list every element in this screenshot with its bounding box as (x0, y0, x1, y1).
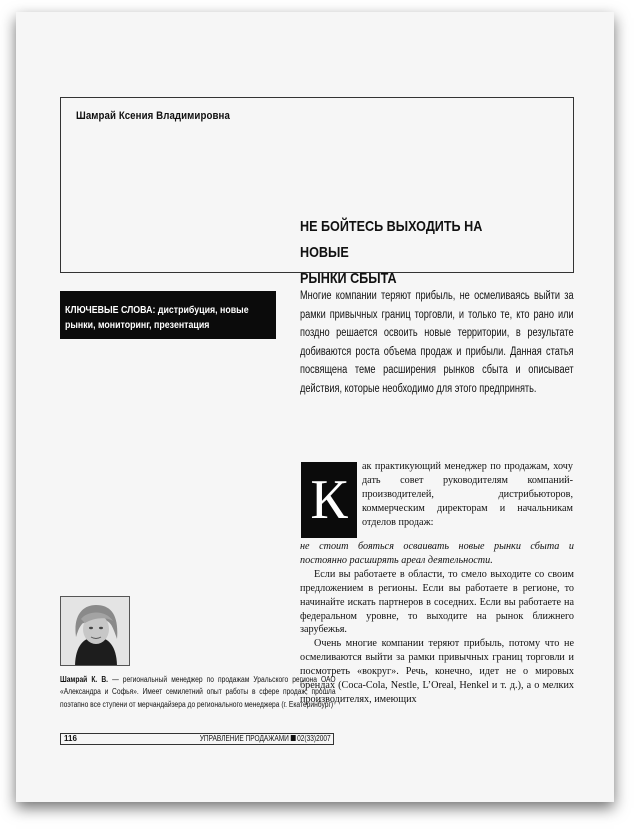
keywords-box (60, 291, 276, 339)
article-abstract: Многие компании теряют прибыль, не осмеливаясь выйти за рамки привычных границ торговли, и только те, кто рано или поздно решается освоить новые территории, в результате добиваются роста объема продаж и прибыли. Данная статья посвящена теме расширения рынков сбыта и описывает действия, которые необходимо для этого предпринять. (300, 290, 574, 395)
journal-issue: 02(33)2007 (297, 734, 331, 743)
square-bullet-icon (291, 735, 296, 741)
author-name: Шамрай Ксения Владимировна (76, 110, 230, 122)
page-number: 116 (64, 734, 77, 743)
bio-name: Шамрай К. В. (60, 675, 109, 684)
body-column (300, 540, 574, 707)
author-portrait-icon (61, 597, 130, 666)
keywords-text: КЛЮЧЕВЫЕ СЛОВА: дистрибуция, новые рынки, мониторинг, презентация (65, 304, 249, 331)
article-title-line-1: НЕ БОЙТЕСЬ ВЫХОДИТЬ НА НОВЫЕ (300, 218, 483, 261)
bio-text: — региональный менеджер по продажам Уральского региона ОАО «Александра и Софья». Имеет семилетний опыт работы в сфере продаж, прошла поэтапно все ступени от мерчандайзера до регионального менеджера (г. Екатеринбург) (60, 675, 336, 709)
article-title (300, 214, 527, 292)
body-paragraph-3: Очень многие компании теряют прибыль, потому что не осмеливаются выйти за рамки привычных границ торговли и посмотреть «вокруг». Речь, конечно, идет не о мировых брендах (Coca-Cola, Nestle, L’Oreal, Henkel и т. д.), а о мелких производителях, имеющих (300, 638, 574, 705)
body-lead-paragraph (362, 460, 573, 530)
journal-name: УПРАВЛЕНИЕ ПРОДАЖАМИ (200, 734, 290, 743)
body-lead-italic: не стоит бояться осваивать новые рынки сбыта и постоянно расширять ареал деятельности. (300, 541, 574, 566)
author-bio (60, 674, 336, 711)
article-title-line-2: РЫНКИ СБЫТА (300, 270, 397, 287)
drop-cap: К (301, 462, 357, 538)
journal-info (200, 734, 331, 744)
body-paragraph-2: Если вы работаете в области, то смело выходите со своим предложением в регионы. Если вы работаете в регионе, то начинайте искать партнеров в соседних. Если вы работаете на федеральном уровне, то выходите на рынок ближнего зарубежья. (300, 568, 574, 636)
body-lead-text: ак практикующий менеджер по продажам, хочу дать совет руководителям компаний-производителей, дистрибьюторов, коммерческим директорам и начальникам отделов продаж: (362, 461, 573, 528)
page-footer (60, 733, 334, 745)
author-photo (60, 596, 130, 666)
